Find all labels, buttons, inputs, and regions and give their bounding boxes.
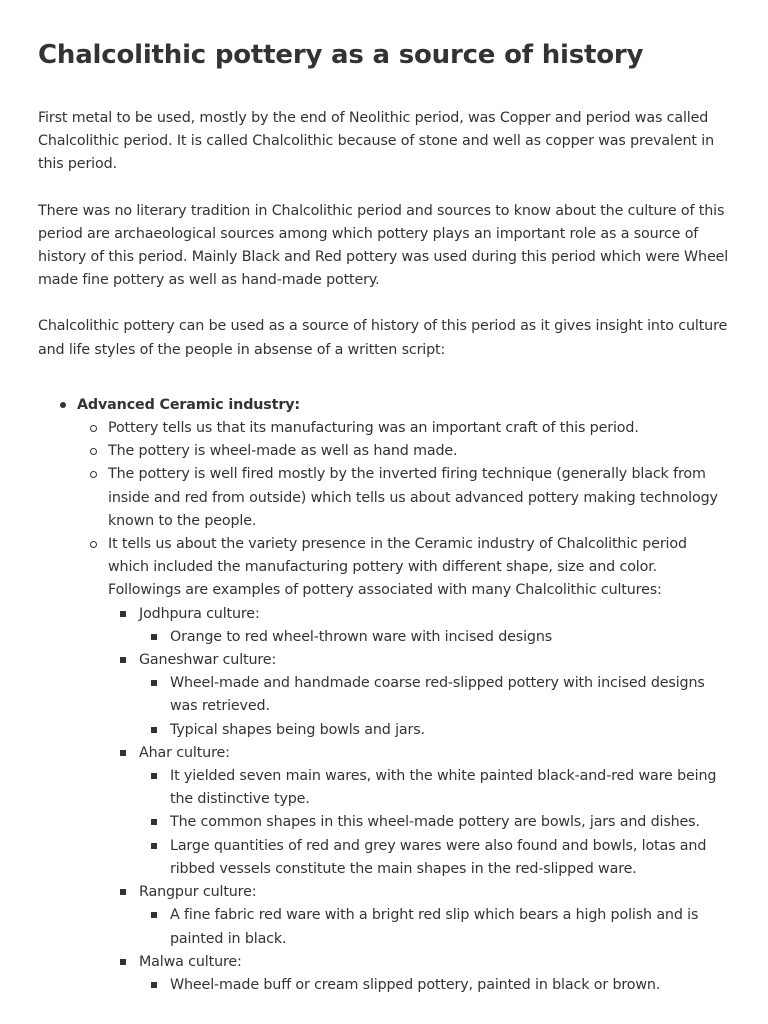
culture-detail: It yielded seven main wares, with the white painted black-and-red ware being the distinctive type.	[38, 765, 730, 811]
list-item-variety	[38, 533, 730, 997]
culture-name: Jodhpura culture:	[139, 605, 260, 622]
culture-rangpur	[38, 881, 730, 951]
main-bullet-list	[38, 394, 730, 997]
culture-detail: Large quantities of red and grey wares were also found and bowls, lotas and ribbed vessels constitute the main shapes in the red-slipped ware.	[38, 835, 730, 881]
sources-paragraph: There was no literary tradition in Chalcolithic period and sources to know about the culture of this period are archaeological sources among which pottery plays an important role as a source of history of this period. Mainly Black and Red pottery was used during this period which were Wheel made fine pottery as well as hand-made pottery.	[38, 202, 729, 289]
culture-detail: Wheel-made buff or cream slipped pottery, painted in black or brown.	[38, 974, 730, 997]
list-item: The pottery is well fired mostly by the inverted firing technique (generally black from inside and red from outside) which tells us about advanced pottery making technology known to the people.	[38, 463, 730, 533]
culture-name: Rangpur culture:	[139, 884, 257, 901]
culture-name: Ahar culture:	[139, 744, 230, 761]
list-heading: Advanced Ceramic industry:	[77, 396, 300, 413]
culture-detail: Typical shapes being bowls and jars.	[38, 719, 730, 742]
list-item-text: It tells us about the variety presence in the Ceramic industry of Chalcolithic period which included the manufacturing pottery with different shape, size and color. Followings are examples of pottery associated with many Chalcolithic cultures:	[108, 536, 687, 599]
culture-name: Ganeshwar culture:	[139, 652, 277, 669]
culture-detail: The common shapes in this wheel-made pottery are bowls, jars and dishes.	[38, 811, 730, 834]
culture-name: Malwa culture:	[139, 953, 242, 970]
culture-details	[38, 974, 730, 997]
cultures-list	[38, 603, 730, 997]
culture-details	[38, 672, 730, 742]
list-item-advanced-ceramic-industry	[38, 394, 730, 997]
culture-details	[38, 904, 730, 950]
list-item: The pottery is wheel-made as well as hand made.	[38, 440, 730, 463]
lead-in-paragraph: Chalcolithic pottery can be used as a source of history of this period as it gives insight into culture and life styles of the people in absense of a written script:	[38, 318, 728, 358]
page-title: Chalcolithic pottery as a source of history	[38, 40, 644, 70]
culture-details	[38, 626, 730, 649]
culture-detail: Orange to red wheel-thrown ware with incised designs	[38, 626, 730, 649]
culture-detail: Wheel-made and handmade coarse red-slipped pottery with incised designs was retrieved.	[38, 672, 730, 718]
culture-details	[38, 765, 730, 881]
ceramic-points-list	[38, 417, 730, 997]
culture-malwa	[38, 951, 730, 997]
intro-paragraph: First metal to be used, mostly by the end of Neolithic period, was Copper and period was called Chalcolithic period. It is called Chalcolithic because of stone and well as copper was prevalent in this period.	[38, 110, 714, 173]
list-item: Pottery tells us that its manufacturing was an important craft of this period.	[38, 417, 730, 440]
culture-ahar	[38, 742, 730, 881]
culture-detail: A fine fabric red ware with a bright red slip which bears a high polish and is painted in black.	[38, 904, 730, 950]
culture-jodhpura	[38, 603, 730, 649]
culture-ganeshwar	[38, 649, 730, 742]
